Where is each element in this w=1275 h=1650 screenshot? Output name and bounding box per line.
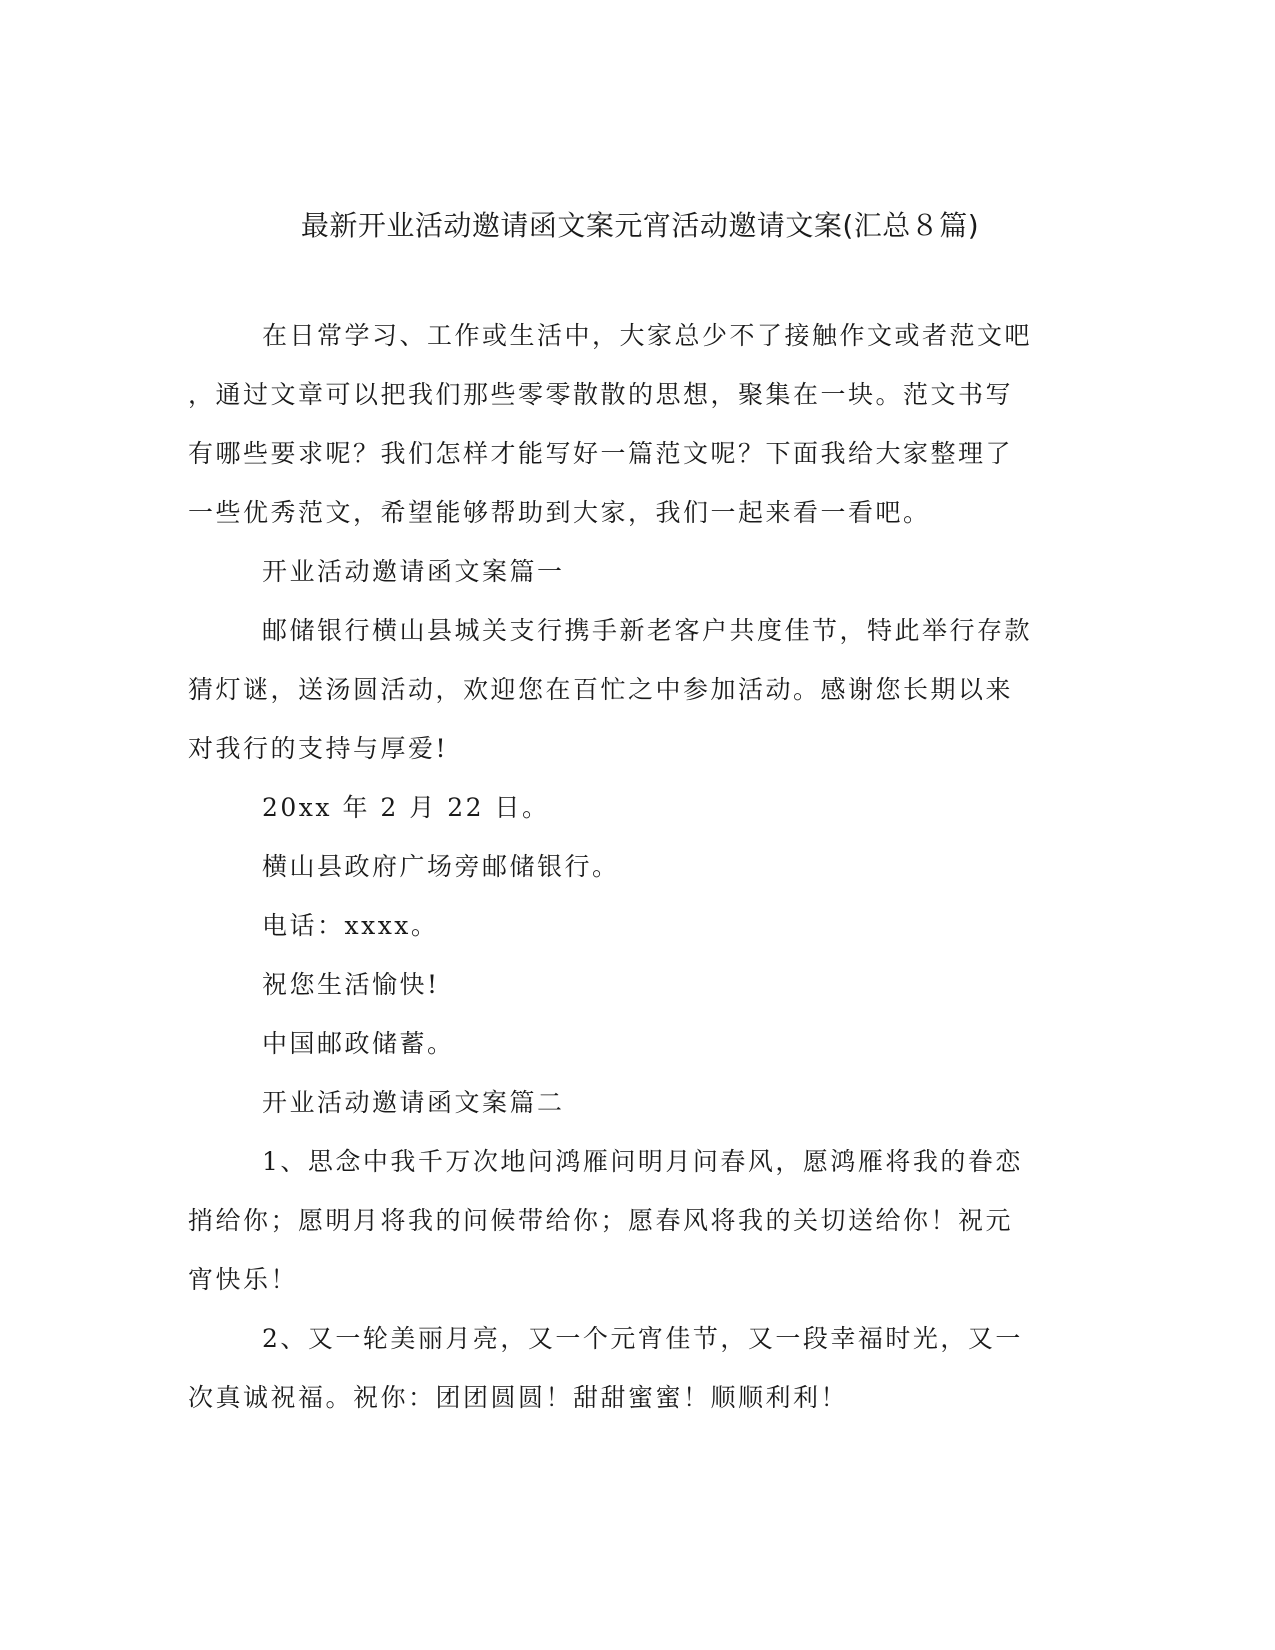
section1-heading: 开业活动邀请函文案篇一	[262, 557, 565, 586]
intro-line-3: 有哪些要求呢？我们怎样才能写好一篇范文呢？下面我给大家整理了	[188, 439, 1014, 468]
section1-location: 横山县政府广场旁邮储银行。	[262, 852, 620, 881]
section1-body-line-1: 邮储银行横山县城关支行携手新老客户共度佳节，特此举行存款	[262, 616, 1033, 645]
section1-signature: 中国邮政储蓄。	[262, 1029, 455, 1058]
section1-date: 20xx 年 2 月 22 日。	[262, 793, 550, 822]
intro-line-4: 一些优秀范文，希望能够帮助到大家，我们一起来看一看吧。	[188, 498, 931, 527]
document-title: 最新开业活动邀请函文案元宵活动邀请文案(汇总８篇)	[300, 209, 980, 242]
section1-phone: 电话：xxxx。	[262, 911, 439, 940]
intro-line-1: 在日常学习、工作或生活中，大家总少不了接触作文或者范文吧	[262, 321, 1033, 350]
section1-wish: 祝您生活愉快!	[262, 970, 440, 999]
section2-item2-line-1: 2、又一轮美丽月亮，又一个元宵佳节，又一段幸福时光，又一	[262, 1324, 1023, 1353]
intro-line-2: ，通过文章可以把我们那些零零散散的思想，聚集在一块。范文书写	[188, 380, 1014, 409]
section2-item1-line-2: 捎给你；愿明月将我的问候带给你；愿春风将我的关切送给你！祝元	[188, 1206, 1014, 1235]
section2-item2-line-2: 次真诚祝福。祝你：团团圆圆！甜甜蜜蜜！顺顺利利！	[188, 1383, 849, 1412]
section2-item1-line-1: 1、思念中我千万次地问鸿雁问明月问春风，愿鸿雁将我的眷恋	[262, 1147, 1023, 1176]
section1-body-line-2: 猜灯谜，送汤圆活动，欢迎您在百忙之中参加活动。感谢您长期以来	[188, 675, 1014, 704]
section2-item1-line-3: 宵快乐！	[188, 1265, 299, 1294]
section2-heading: 开业活动邀请函文案篇二	[262, 1088, 565, 1117]
section1-body-line-3: 对我行的支持与厚爱!	[188, 734, 449, 763]
